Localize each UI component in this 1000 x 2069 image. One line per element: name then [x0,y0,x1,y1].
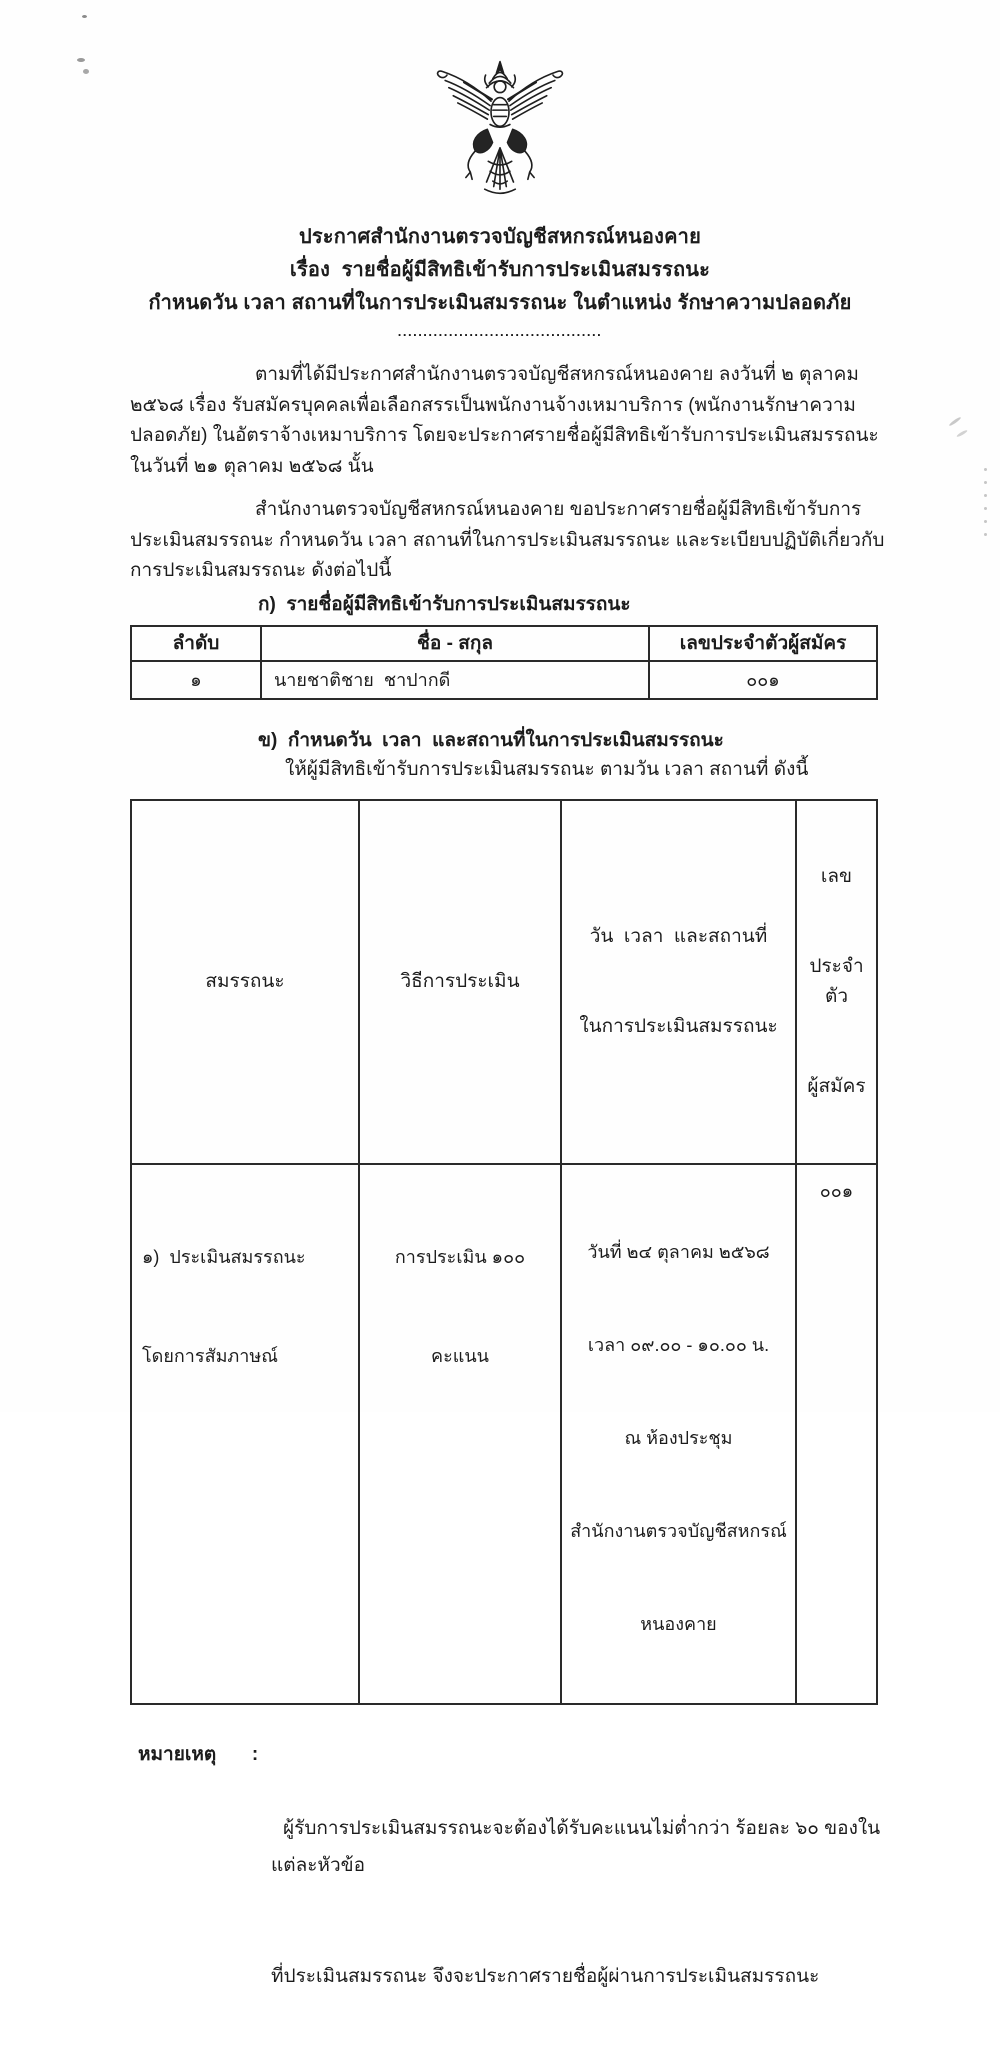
emblem-container [0,0,1000,205]
schedule-office: สำนักงานตรวจบัญชีสหกรณ์ [570,1520,787,1541]
document-body [0,360,1000,2069]
header-id-line2: ประจำตัว [809,955,864,1007]
method-line2: คะแนน [431,1345,489,1366]
header-method: วิธีการประเมิน [359,800,561,1164]
scan-artifact-dots [984,468,987,546]
paragraph-announcement: สำนักงานตรวจบัญชีสหกรณ์หนองคาย ขอประกาศรายชื่อผู้มีสิทธิเข้ารับการประเมินสมรรถนะ กำหนดวัน เวลา สถานที่ในการประเมินสมรรถนะ และระเบียบปฏิบัติเกี่ยวกับการประเมินสมรรถนะ ดังต่อไปนี้ [130,499,885,581]
cell-method [359,1164,561,1704]
schedule-room: ณ ห้องประชุม [624,1427,733,1448]
note-label: หมายเหตุ [138,1743,217,1765]
header-name: ชื่อ - สกุล [261,626,649,661]
cell-competency [131,1164,359,1704]
note-block [130,1736,905,2069]
note-line1: ผู้รับการประเมินสมรรถนะจะต้องได้รับคะแนนไม่ต่ำกว่า ร้อยละ ๖๐ ของในแต่ละหัวข้อ [271,1817,881,1876]
header-applicant-id: เลขประจำตัวผู้สมัคร [649,626,877,661]
cell-order: ๑ [131,661,261,699]
table-row [131,1164,877,1704]
header-competency: สมรรถนะ [131,800,359,1164]
schedule-date: วันที่ ๒๔ ตุลาคม ๒๕๖๘ [587,1241,770,1262]
dotted-divider: ........................................ [397,324,603,339]
announcement-subject-title: เรื่อง รายชื่อผู้มีสิทธิเข้ารับการประเมินสมรรถนะ [289,259,711,281]
header-schedule-line2: ในการประเมินสมรรถนะ [579,1015,778,1037]
scan-artifact [77,58,85,62]
eligible-applicants-table [130,625,878,700]
table-row [131,661,877,699]
announcement-position-title: กำหนดวัน เวลา สถานที่ในการประเมินสมรรถนะ ในตำแหน่ง รักษาความปลอดภัย [148,292,852,314]
cell-name: นายชาติชาย ชาปากดี [261,661,649,699]
assessment-schedule-table [130,799,878,1705]
garuda-icon [423,58,577,200]
scan-artifact [83,69,89,74]
table-header-row [131,800,877,1164]
cell-applicant-id: ๐๐๑ [796,1164,877,1704]
cell-applicant-id: ๐๐๑ [649,661,877,699]
note-colon: : [251,1743,259,1765]
section-b-heading: ข) กำหนดวัน เวลา และสถานที่ในการประเมินสมรรถนะ [258,729,724,751]
method-line1: การประเมิน ๑๐๐ [394,1246,526,1267]
paragraph-background: ตามที่ได้มีประกาศสำนักงานตรวจบัญชีสหกรณ์หนองคาย ลงวันที่ ๒ ตุลาคม ๒๕๖๘ เรื่อง รับสมัครบุคคลเพื่อเลือกสรรเป็นพนักงานจ้างเหมาบริการ (พนักงานรักษาความปลอดภัย) ในอัตราจ้างเหมาบริการ โดยจะประกาศรายชื่อผู้มีสิทธิเข้ารับการประเมินสมรรถนะ ในวันที่ ๒๑ ตุลาคม ๒๕๖๘ นั้น [130,364,885,477]
header-applicant-id [796,800,877,1164]
competency-line2: โดยการสัมภาษณ์ [142,1345,278,1366]
section-b-subheading: ให้ผู้มีสิทธิเข้ารับการประเมินสมรรถนะ ตามวัน เวลา สถานที่ ดังนี้ [285,758,809,780]
header-schedule-line1: วัน เวลา และสถานที่ [589,925,768,947]
table-header-row [131,626,877,661]
note-text [271,1736,911,2069]
header-order: ลำดับ [131,626,261,661]
header-schedule [561,800,796,1164]
schedule-time: เวลา ๐๙.๐๐ - ๑๐.๐๐ น. [587,1334,770,1355]
competency-line1: ๑) ประเมินสมรรถนะ [142,1246,306,1267]
title-block [0,221,1000,341]
cell-schedule [561,1164,796,1704]
note-line2: ที่ประเมินสมรรถนะ จึงจะประกาศรายชื่อผู้ผ่านการประเมินสมรรถนะ [271,1965,820,1987]
header-id-line3: ผู้สมัคร [807,1075,866,1097]
announcement-office-title: ประกาศสำนักงานตรวจบัญชีสหกรณ์หนองคาย [298,226,702,248]
schedule-province: หนองคาย [640,1613,717,1634]
section-a-heading: ก) รายชื่อผู้มีสิทธิเข้ารับการประเมินสมรรถนะ [258,593,631,615]
header-id-line1: เลข [820,865,853,887]
scan-artifact [82,15,87,18]
